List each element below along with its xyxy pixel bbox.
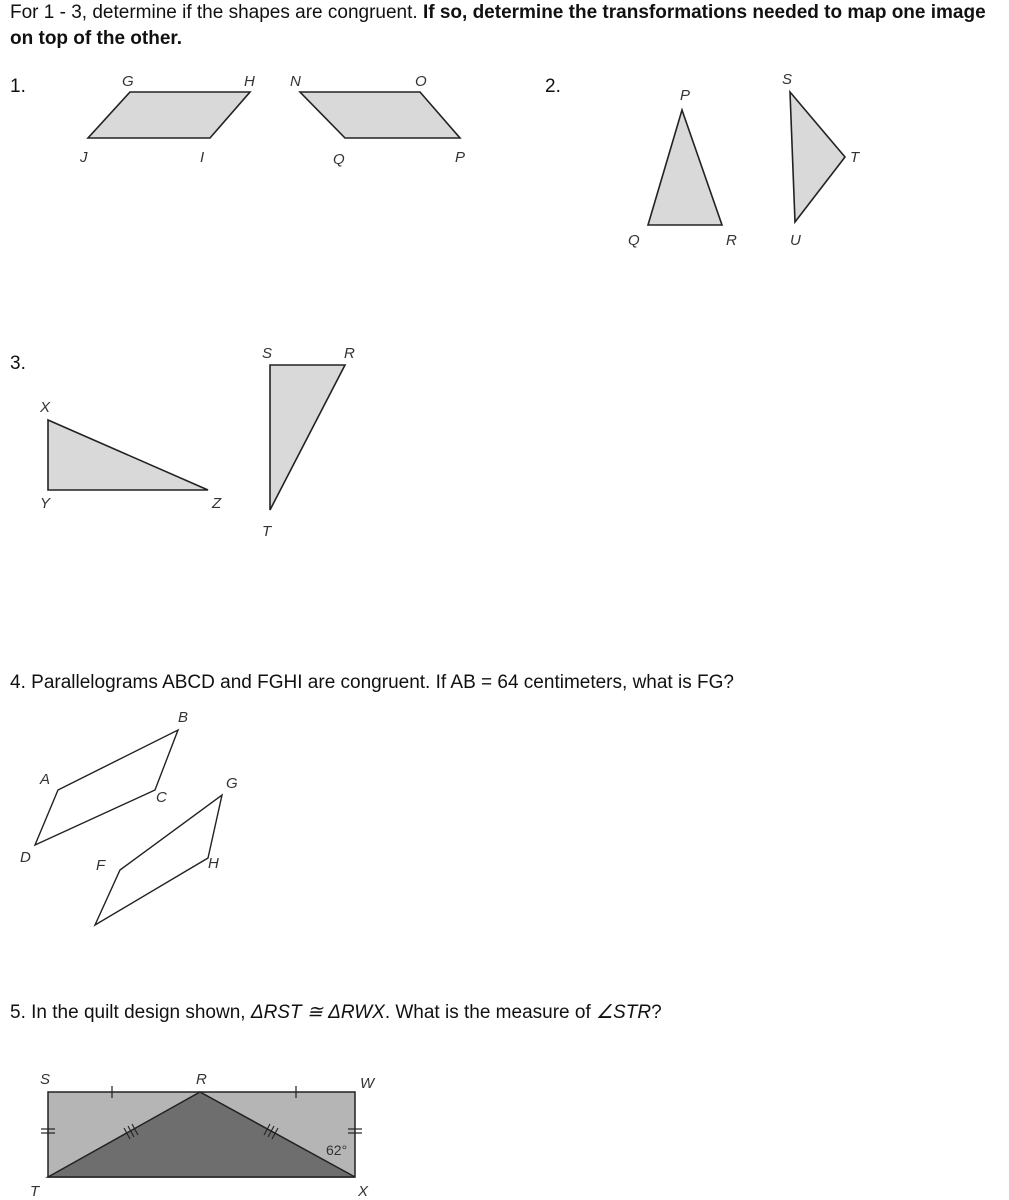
instructions-bold: If so, determine the transformations needed to map one image on top of the other.	[10, 2, 986, 49]
label-r: R	[196, 1071, 207, 1088]
label-g: G	[226, 775, 238, 792]
problem-1-number: 1.	[10, 76, 26, 97]
problem-5-congruence: ΔRST ≅ ΔRWX	[250, 1002, 385, 1023]
instructions-plain: For 1 - 3, determine if the shapes are congruent.	[10, 2, 423, 23]
label-r: R	[726, 232, 737, 249]
label-z: Z	[212, 495, 222, 512]
label-h: H	[244, 73, 255, 90]
label-s: S	[40, 1071, 51, 1088]
label-y: Y	[40, 495, 51, 512]
label-i: I	[200, 149, 205, 166]
label-s: S	[262, 345, 273, 362]
label-g: G	[122, 73, 134, 90]
label-t: T	[262, 523, 272, 540]
label-q: Q	[628, 232, 640, 249]
label-t: T	[850, 149, 860, 166]
problem-3-number: 3.	[10, 353, 26, 374]
label-b: B	[178, 709, 189, 726]
problem-4-number: 4.	[10, 672, 26, 693]
label-r: R	[344, 345, 355, 362]
label-o: O	[415, 73, 427, 90]
problem-5-number: 5.	[10, 1002, 26, 1023]
label-q: Q	[333, 151, 345, 168]
label-h: H	[208, 855, 219, 872]
angle-62: 62°	[326, 1142, 348, 1158]
problem-4-text: Parallelograms ABCD and FGHI are congruent. If AB = 64 centimeters, what is FG?	[31, 672, 734, 693]
problem-5-angle: ∠STR	[596, 1002, 652, 1023]
label-p: P	[680, 87, 691, 104]
label-a: A	[40, 771, 51, 788]
label-t: T	[30, 1183, 40, 1200]
problem-2-number: 2.	[545, 76, 561, 97]
label-c: C	[156, 789, 167, 806]
problem-5-text-pre: In the quilt design shown,	[31, 1002, 251, 1023]
problem-5-text-mid: . What is the measure of	[384, 1002, 597, 1023]
label-w: W	[360, 1075, 375, 1092]
label-s: S	[782, 71, 793, 88]
label-n: N	[290, 73, 301, 90]
label-p: P	[455, 149, 466, 166]
label-f: F	[96, 857, 106, 874]
problem-5-text-post: ?	[651, 1002, 662, 1023]
label-u: U	[790, 232, 801, 249]
label-j: J	[80, 149, 88, 166]
label-x: X	[358, 1183, 369, 1200]
label-x: X	[40, 399, 51, 416]
label-d: D	[20, 849, 31, 866]
